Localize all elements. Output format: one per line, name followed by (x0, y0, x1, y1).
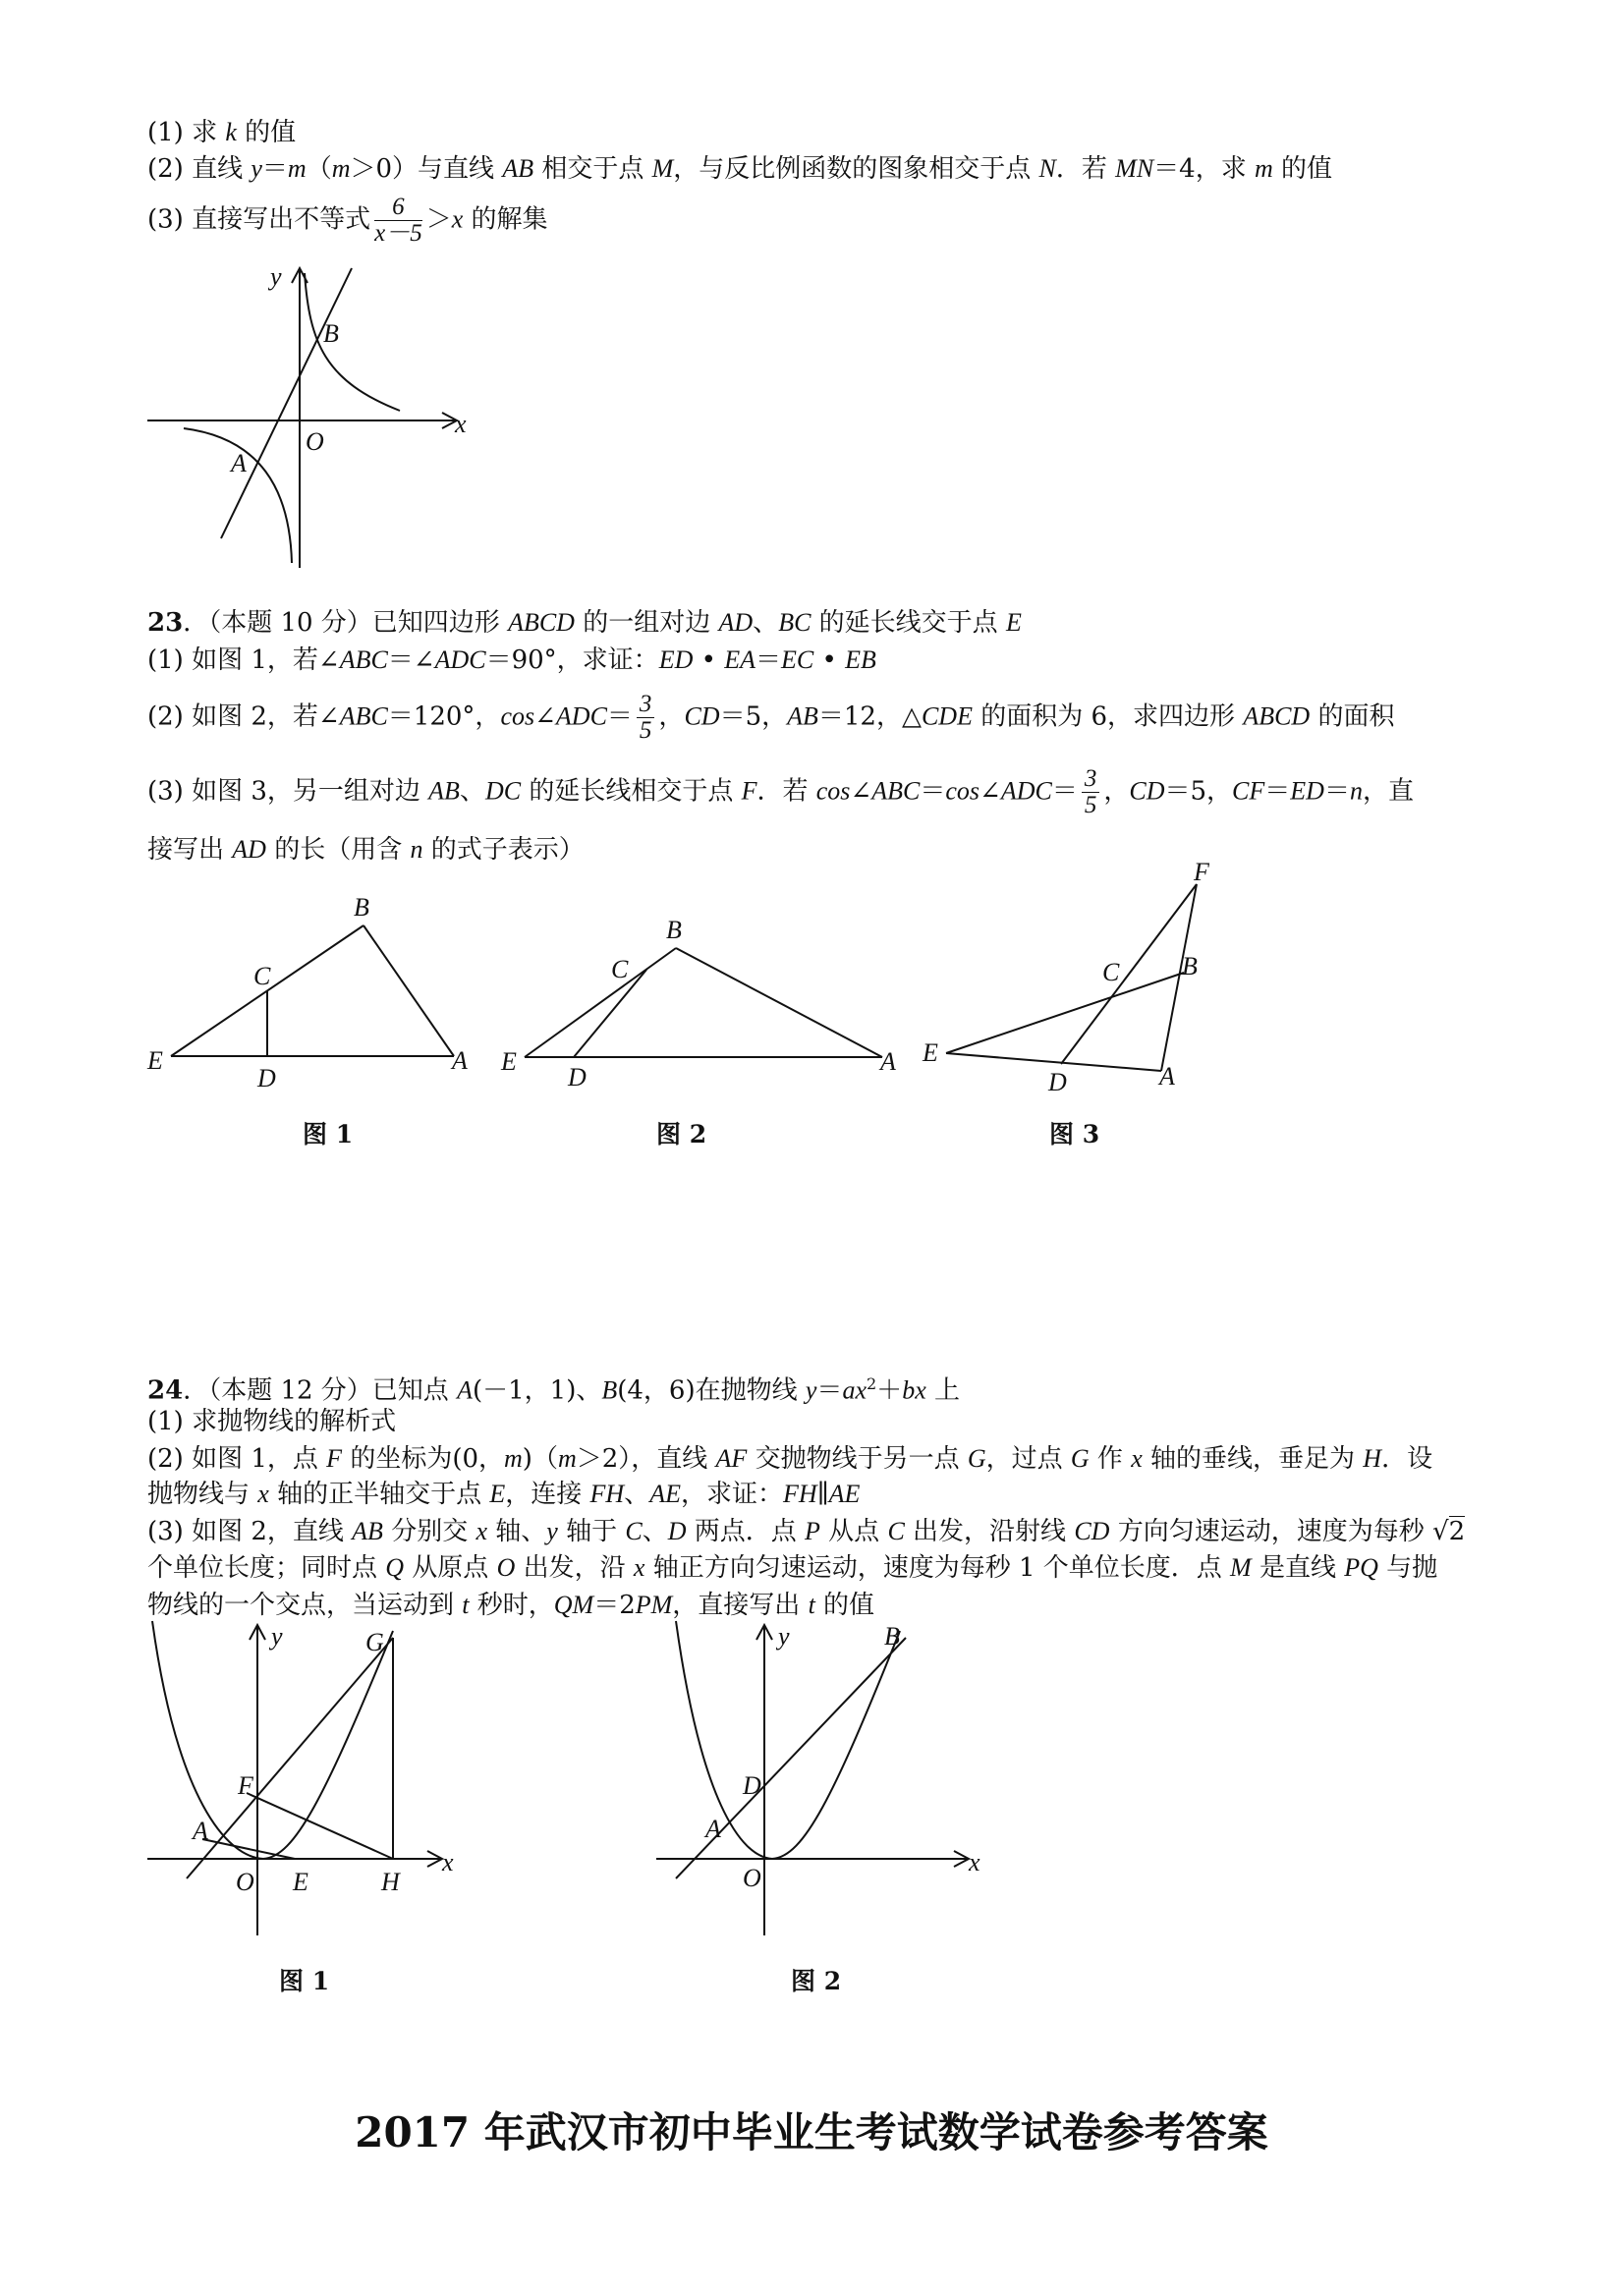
point-label: D (257, 1064, 276, 1092)
q23-figure-3 (919, 858, 1243, 1096)
q24-part1: (1) 求抛物线的解析式 (147, 1407, 397, 1436)
point-label: C (611, 955, 629, 983)
point-label: E (147, 1046, 163, 1075)
point-label: B (354, 893, 369, 922)
q22-part3: (3) 直接写出不等式 $\frac{6}{x-5}$ ＞x 的解集 (147, 194, 548, 247)
q23-part2: (2) 如图 2，若∠ABC＝120°，cos∠ADC＝ $\frac{3}{5}$ ，CD＝5，AB＝12，△CDE 的面积为 6，求四边形 ABCD 的面积 (147, 691, 1395, 744)
figure-line (946, 973, 1184, 1053)
point-label: y (271, 1622, 283, 1651)
label-O: O (306, 427, 324, 456)
q24-heading: 24．（本题 12 分）已知点 A(－1，1)、B(4，6)在抛物线 $y=ax^2+bx$ 上 (147, 1374, 960, 1406)
figure-line (525, 948, 676, 1057)
q23-caption-2: 图 2 (656, 1120, 707, 1148)
q24-caption-2: 图 2 (791, 1967, 842, 1995)
point-label: C (253, 962, 271, 990)
figure-line (247, 1793, 393, 1859)
q23-caption-3: 图 3 (1049, 1120, 1100, 1148)
point-label: F (1194, 858, 1209, 886)
q24-figure-2 (656, 1621, 990, 1945)
point-label: G (365, 1628, 384, 1656)
point-label: E (501, 1047, 517, 1076)
q24-part2: (2) 如图 1，点 F 的坐标为(0，m)（m＞2），直线 AF 交抛物线于另一点 G，过点 G 作 x 轴的垂线，垂足为 H．设 (147, 1444, 1433, 1474)
point-label: E (923, 1038, 938, 1067)
point-label: x (969, 1848, 980, 1876)
q24-part3: (3) 如图 2，直线 AB 分别交 x 轴、y 轴于 C、D 两点．点 P 从点 C 出发，沿射线 CD 方向匀速运动，速度为每秒 √2 (147, 1517, 1466, 1546)
point-label: A (705, 1815, 721, 1843)
q22-part2: (2) 直线 y＝m（m＞0）与直线 AB 相交于点 M，与反比例函数的图象相交于点 N．若 MN＝4，求 m 的值 (147, 154, 1333, 184)
q23-p3-fraction: $\frac{3}{5}$ (1082, 766, 1100, 818)
point-label: D (743, 1771, 761, 1800)
q23-part3-cont: 接写出 AD 的长（用含 n 的式子表示） (147, 835, 585, 865)
label-y: y (270, 262, 282, 291)
point-label: D (1048, 1068, 1067, 1096)
q23-heading: 23．（本题 10 分）已知四边形 ABCD 的一组对边 AD、BC 的延长线交于点 E (147, 608, 1022, 638)
figure-line (364, 925, 454, 1056)
sqrt-symbol: √ (1431, 1517, 1449, 1546)
point-label: D (568, 1063, 587, 1092)
q23-part1: (1) 如图 1，若∠ABC＝∠ADC＝90°，求证：ED • EA＝EC • EB (147, 645, 876, 675)
figure-line (1061, 884, 1197, 1064)
q24-part3-cont2: 物线的一个交点，当运动到 t 秒时，QM＝2PM，直接写出 t 的值 (147, 1591, 875, 1620)
q23-p2-fraction: $\frac{3}{5}$ (637, 692, 655, 744)
label-A: A (231, 449, 247, 477)
q24-part2-cont: 抛物线与 x 轴的正半轴交于点 E，连接 FH、AE，求证：FH∥AE (147, 1480, 861, 1509)
label-B: B (323, 319, 339, 348)
point-label: B (1182, 952, 1198, 980)
q22-figure (142, 263, 476, 578)
label-x: x (455, 410, 467, 438)
q24-part3-cont1: 个单位长度；同时点 Q 从原点 O 出发，沿 x 轴正方向匀速运动，速度为每秒 1 个单位长度．点 M 是直线 PQ 与抛 (147, 1553, 1438, 1583)
point-label: x (442, 1848, 454, 1876)
q22-fraction: $\frac{6}{x-5}$ (374, 194, 422, 247)
q23-part3: (3) 如图 3，另一组对边 AB、DC 的延长线相交于点 F．若 cos∠ABC＝cos∠ADC＝ $\frac{3}{5}$ ，CD＝5，CF＝ED＝n，直 (147, 765, 1414, 818)
point-label: O (743, 1864, 761, 1892)
q23-figure-2 (501, 916, 904, 1095)
point-label: A (880, 1047, 896, 1076)
point-label: B (666, 916, 682, 944)
line-ab (221, 268, 352, 538)
point-label: H (381, 1868, 400, 1896)
figure-line (152, 1621, 393, 1859)
point-label: A (452, 1046, 468, 1075)
q22-part1: (1) 求 k 的值 (147, 118, 297, 147)
point-label: E (293, 1868, 308, 1896)
q24-figure-1 (147, 1621, 462, 1945)
q24-caption-1: 图 1 (279, 1967, 330, 1995)
point-label: F (238, 1771, 253, 1800)
figure-line (676, 948, 882, 1057)
point-label: y (778, 1622, 790, 1651)
point-label: C (1102, 958, 1120, 986)
q23-caption-1: 图 1 (303, 1120, 354, 1148)
point-label: B (884, 1622, 900, 1651)
point-label: A (1159, 1062, 1175, 1091)
point-label: O (236, 1868, 254, 1896)
q23-figure-1 (147, 894, 481, 1091)
answer-section-title: 2017 年武汉市初中毕业生考试数学试卷参考答案 (355, 2108, 1268, 2156)
hyperbola-branch-upper (305, 273, 400, 411)
point-label: A (193, 1817, 208, 1845)
